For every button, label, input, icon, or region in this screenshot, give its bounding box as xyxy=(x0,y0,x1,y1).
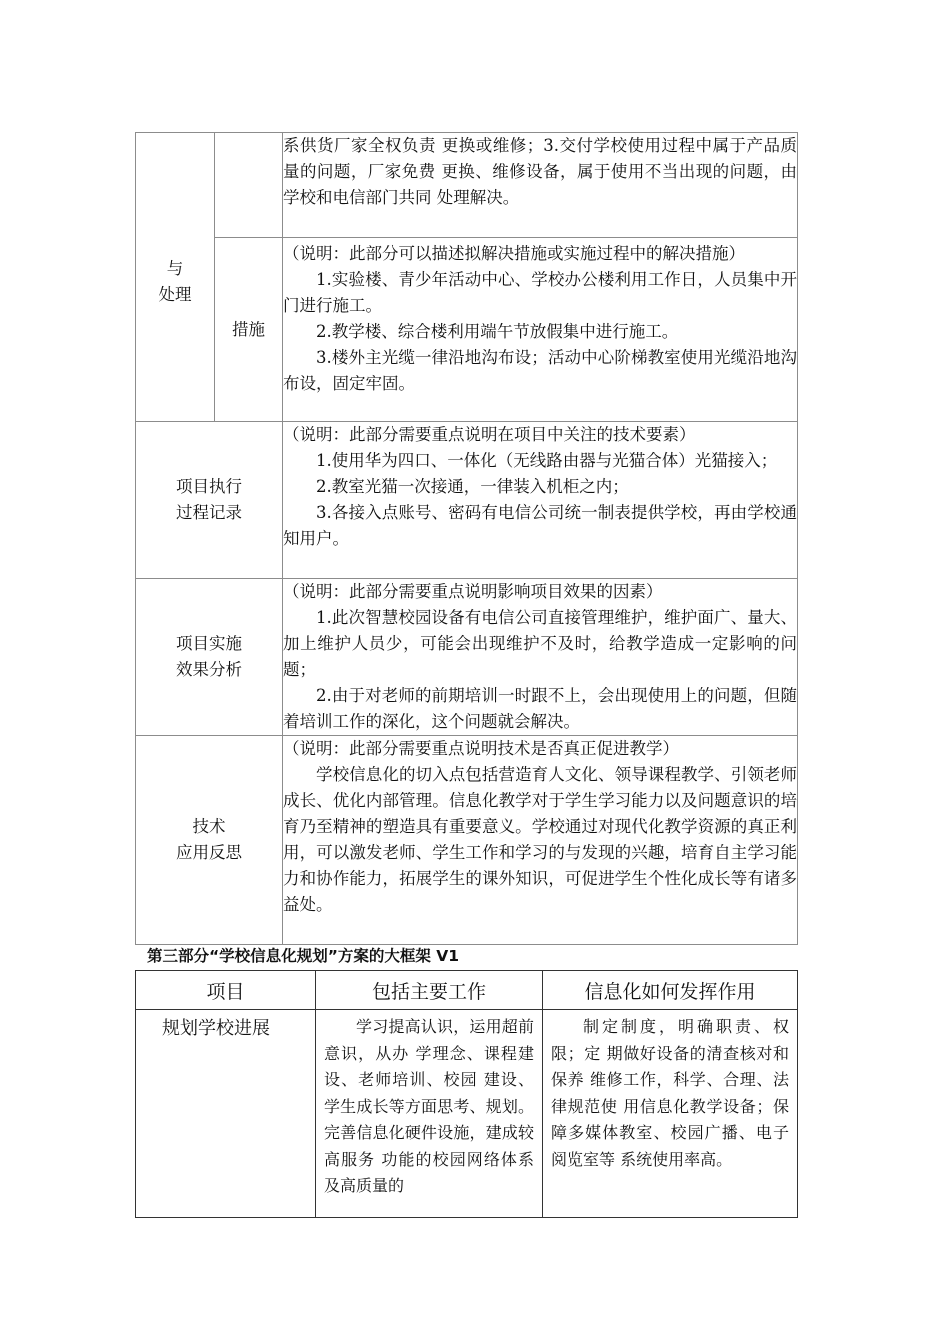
effect-text-cell xyxy=(283,579,798,736)
exec-record-label-cell xyxy=(136,422,283,579)
measures-item-3: 3.楼外主光缆一律沿地沟布设；活动中心阶梯教室使用光缆沿地沟布设，固定牢固。 xyxy=(283,348,797,393)
project-record-table xyxy=(135,132,798,945)
problem-handling-label-cell xyxy=(136,133,215,422)
measures-label: 措施 xyxy=(215,238,283,422)
plan-work-cell: 学习提高认识，运用超前意识，从办 学理念、课程建设、老师培训、校园 建设、学生成长等方面思考、规划。完善信息化硬件设施，建成较高服务 功能的校园网络体系及高质量的 xyxy=(316,1010,543,1218)
effect-item-1: 1.此次智慧校园设备有电信公司直接管理维护，维护面广、量大、加上维护人员少，可能会出现维护不及时，给教学造成一定影响的问题； xyxy=(283,608,797,679)
exec-label-line-2: 过程记录 xyxy=(176,503,242,522)
plan-role-cell: 制定制度，明确职责、权限；定 期做好设备的清查核对和保养 维修工作，科学、合理、法律规范使 用信息化教学设备；保障多媒体教室、校园广播、电子阅览室等 系统使用率高。 xyxy=(543,1010,798,1218)
reflect-note: （说明：此部分需要重点说明技术是否真正促进教学） xyxy=(283,739,679,758)
group-label-line-1: 与 xyxy=(166,259,184,278)
reflect-label-line-2: 应用反思 xyxy=(176,843,242,862)
exec-text-cell xyxy=(283,422,798,579)
effect-label-line-1: 项目实施 xyxy=(176,634,242,653)
plan-item-cell: 规划学校进展 xyxy=(136,1010,316,1218)
exec-note: （说明：此部分需要重点说明在项目中关注的技术要素） xyxy=(283,425,696,444)
header-main-work: 包括主要工作 xyxy=(316,971,543,1010)
group-label-line-2: 处理 xyxy=(158,285,192,304)
exec-label-line-1: 项目执行 xyxy=(176,477,242,496)
warranty-text: 系供货厂家全权负责 更换或维修；3.交付学校使用过程中属于产品质量的问题，厂家免费 更换、维修设备，属于使用不当出现的问题，由学校和电信部门共同 处理解决。 xyxy=(283,136,797,207)
reflect-body: 学校信息化的切入点包括营造育人文化、领导课程教学、引领老师成长、优化内部管理。信息化教学对于学生学习能力以及问题意识的培育乃至精神的塑造具有重要意义。学校通过对现代化教学资源的真正利用，可以激发老师、学生工作和学习的与发现的兴趣，培育自主学习能力和协作能力，拓展学生的课外知识，可促进学生个性化成长等有诸多益处。 xyxy=(283,765,797,914)
effect-item-2: 2.由于对老师的前期培训一时跟不上，会出现使用上的问题，但随着培训工作的深化，这个问题就会解决。 xyxy=(283,686,797,731)
header-it-role: 信息化如何发挥作用 xyxy=(543,971,798,1010)
measures-note: （说明：此部分可以描述拟解决措施或实施过程中的解决措施） xyxy=(283,244,745,263)
reflect-label-line-1: 技术 xyxy=(192,817,226,836)
warranty-text-cell xyxy=(283,133,798,238)
measures-item-2: 2.教学楼、综合楼利用端午节放假集中进行施工。 xyxy=(316,322,679,341)
planning-framework-table xyxy=(135,970,798,1218)
section-3-title: 第三部分“学校信息化规划”方案的大框架 V1 xyxy=(147,947,460,965)
measures-text-cell xyxy=(283,238,798,422)
exec-item-2: 2.教室光猫一次接通，一律装入机柜之内； xyxy=(316,477,629,496)
effect-label-line-2: 效果分析 xyxy=(176,660,242,679)
measures-item-1: 1.实验楼、青少年活动中心、学校办公楼利用工作日，人员集中开门进行施工。 xyxy=(283,270,797,315)
reflect-text-cell xyxy=(283,736,798,945)
exec-item-1: 1.使用华为四口、一体化（无线路由器与光猫合体）光猫接入； xyxy=(316,451,778,470)
effect-note: （说明：此部分需要重点说明影响项目效果的因素） xyxy=(283,582,663,601)
exec-item-3: 3.各接入点账号、密码有电信公司统一制表提供学校，再由学校通知用户。 xyxy=(283,503,797,548)
effect-analysis-label-cell xyxy=(136,579,283,736)
empty-sub-cell xyxy=(215,133,283,238)
tech-reflection-label-cell xyxy=(136,736,283,945)
header-item: 项目 xyxy=(136,971,316,1010)
